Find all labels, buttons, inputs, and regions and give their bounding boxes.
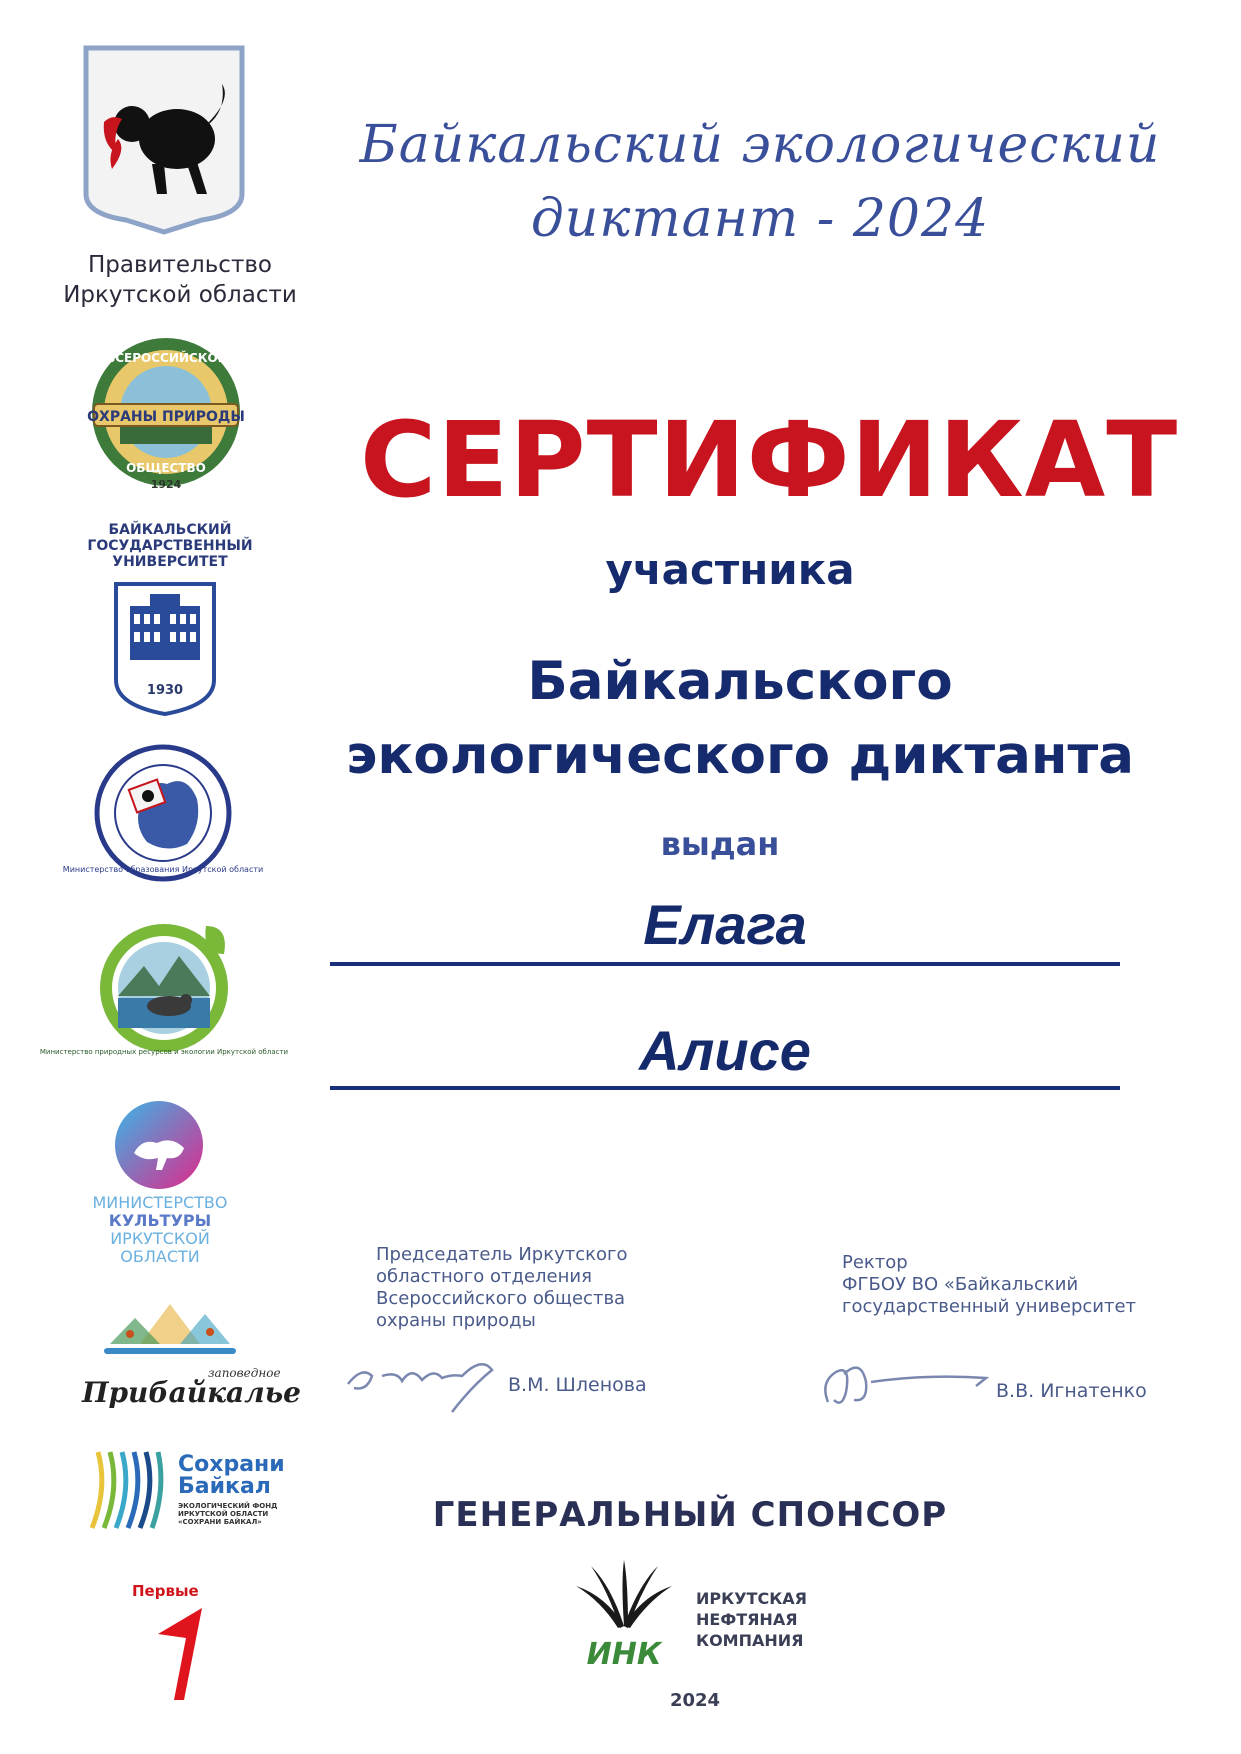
culture-line3: ИРКУТСКОЙ ОБЛАСТИ xyxy=(110,1229,210,1266)
vooop-middle-text: ОХРАНЫ ПРИРОДЫ xyxy=(87,409,245,425)
education-ministry-logo xyxy=(62,744,264,882)
save-baikal-sub3: «СОХРАНИ БАЙКАЛ» xyxy=(178,1518,262,1526)
left-signer-line3: Всероссийского общества xyxy=(376,1288,626,1309)
right-signer-line1: Ректор xyxy=(842,1252,908,1273)
ink-logo-letters: ИНК xyxy=(586,1637,662,1672)
issued-label: выдан xyxy=(660,825,780,863)
save-baikal-emblem xyxy=(88,1448,162,1532)
right-handwritten-signature xyxy=(816,1352,996,1412)
vooop-year: 1924 xyxy=(150,478,182,491)
general-sponsor-label: ГЕНЕРАЛЬНЫЙ СПОНСОР xyxy=(432,1495,948,1535)
save-baikal-title xyxy=(178,1454,285,1498)
participant-label: участника xyxy=(605,545,855,594)
left-signer-title xyxy=(376,1244,627,1332)
bgu-line1: БАЙКАЛЬСКИЙ xyxy=(108,522,232,538)
left-signer-line2: областного отделения xyxy=(376,1266,592,1287)
bgu-shield-logo xyxy=(112,580,218,718)
dictation-line1: Байкальского xyxy=(527,651,953,712)
sponsor-company-line1: ИРКУТСКАЯ xyxy=(696,1589,807,1608)
left-signer-line1: Председатель Иркутского xyxy=(376,1244,628,1265)
bgu-line2: ГОСУДАРСТВЕННЫЙ xyxy=(87,538,253,554)
pribaikalye-big-text: Прибайкалье xyxy=(82,1376,301,1409)
culture-line1: МИНИСТЕРСТВО xyxy=(92,1193,228,1212)
education-ring-text: Министерство образования Иркутской области xyxy=(62,865,264,874)
ecology-ring-text: Министерство природных ресурсов и экологии Иркутской области xyxy=(39,1048,289,1056)
event-title xyxy=(300,108,1220,256)
ecology-ministry-logo xyxy=(39,916,289,1056)
surname-text: Елага xyxy=(643,893,807,956)
bgu-caption xyxy=(80,522,260,570)
pervye-logo xyxy=(150,1604,210,1704)
sponsor-company-name xyxy=(696,1588,807,1651)
culture-line2: КУЛЬТУРЫ xyxy=(108,1211,212,1230)
left-signer-line4: охраны природы xyxy=(376,1310,536,1331)
sponsor-year: 2024 xyxy=(669,1690,721,1711)
save-baikal-subtitle xyxy=(178,1502,277,1526)
pribaikalye-small-text: заповедное xyxy=(208,1366,281,1380)
left-signer-name: В.М. Шленова xyxy=(508,1374,647,1396)
vooop-society-logo xyxy=(86,334,246,492)
sponsor-company-line2: НЕФТЯНАЯ xyxy=(696,1610,798,1629)
dictation-name xyxy=(300,645,1180,793)
government-caption xyxy=(40,250,320,310)
given-name-text: Алисе xyxy=(639,1019,811,1082)
government-line2: Иркутской области xyxy=(63,282,297,308)
event-title-line2: диктант - 2024 xyxy=(530,189,990,249)
culture-ministry-caption xyxy=(70,1194,250,1266)
sponsor-company-line3: КОМПАНИЯ xyxy=(696,1631,804,1650)
right-signer-line3: государственный университет xyxy=(842,1296,1137,1317)
vooop-bottom-text: ОБЩЕСТВО xyxy=(126,461,206,475)
right-signer-title xyxy=(842,1252,1136,1318)
surname-underline xyxy=(330,962,1120,966)
government-line1: Правительство xyxy=(88,252,272,278)
given-name-underline xyxy=(330,1086,1120,1090)
dictation-line2: экологического диктанта xyxy=(345,725,1135,786)
pribaikalye-logo xyxy=(100,1298,240,1368)
bgu-year: 1930 xyxy=(146,683,184,698)
vooop-top-text: ВСЕРОССИЙСКОЕ xyxy=(106,351,226,365)
culture-ministry-emblem xyxy=(112,1098,206,1192)
save-baikal-line2: Байкал xyxy=(178,1474,271,1499)
save-baikal-sub2: ИРКУТСКОЙ ОБЛАСТИ xyxy=(178,1510,269,1518)
save-baikal-line1: Сохрани xyxy=(178,1452,285,1477)
certificate-title: СЕРТИФИКАТ xyxy=(360,399,1179,521)
save-baikal-sub1: ЭКОЛОГИЧЕСКИЙ ФОНД xyxy=(178,1502,278,1510)
coat-of-arms-logo xyxy=(82,44,246,232)
event-title-line1: Байкальский экологический xyxy=(359,115,1161,175)
right-signer-name: В.В. Игнатенко xyxy=(996,1380,1147,1402)
left-handwritten-signature xyxy=(342,1346,502,1416)
ink-company-logo xyxy=(566,1556,682,1676)
right-signer-line2: ФГБОУ ВО «Байкальский xyxy=(842,1274,1079,1295)
bgu-line3: УНИВЕРСИТЕТ xyxy=(112,554,228,570)
pervye-label: Первые xyxy=(132,1582,199,1600)
